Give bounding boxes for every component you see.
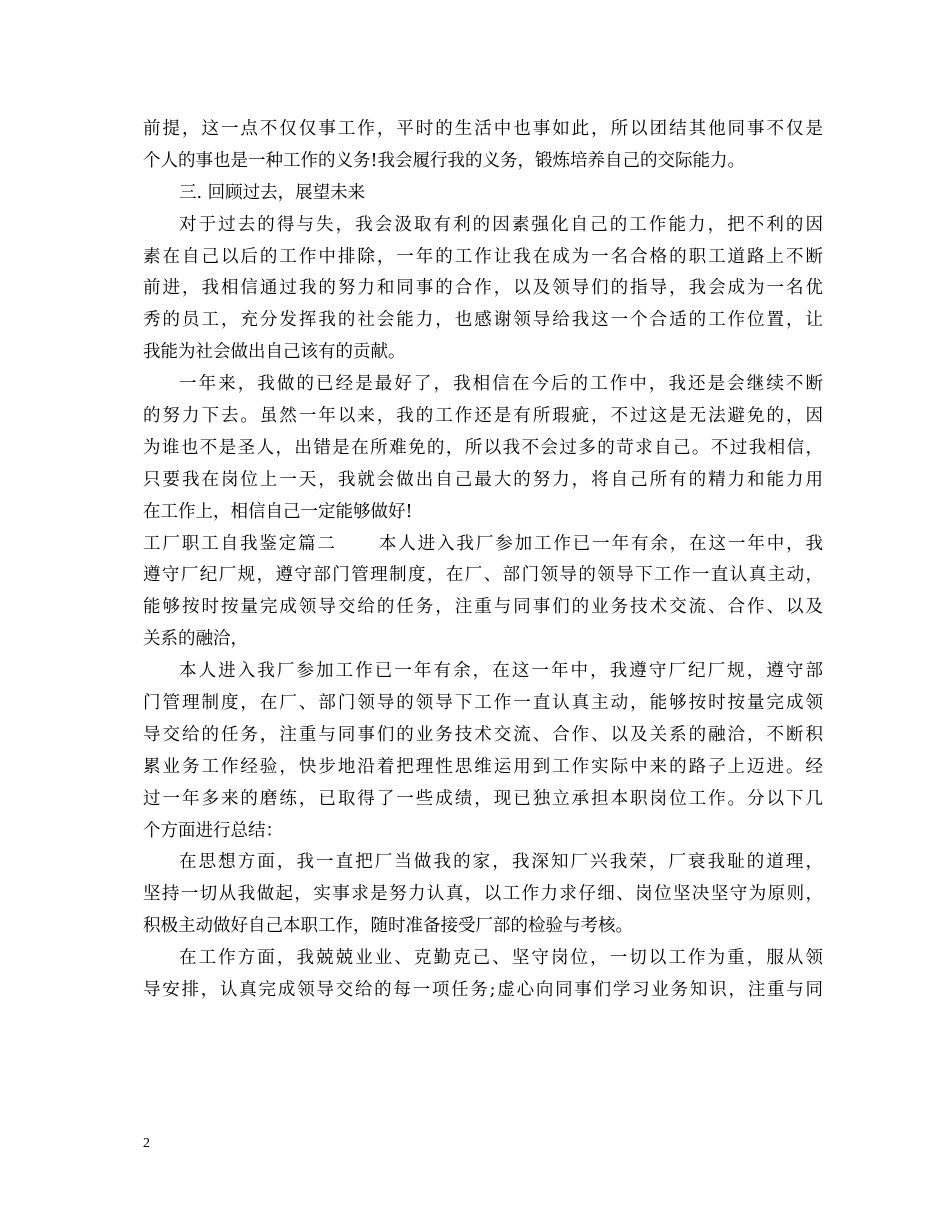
- paragraph-line: 积极主动做好自己本职工作，随时准备接受厂部的检验与考核。: [143, 916, 633, 937]
- paragraph-line: 我能为社会做出自己该有的贡献。: [143, 342, 406, 363]
- section-heading: [143, 178, 823, 210]
- paragraph-line: 导安排，认真完成领导交给的每一项任务;虚心向同事们学习业务知识，注重与同: [143, 980, 823, 1001]
- paragraph-line: 在工作上，相信自己一定能够做好!: [143, 501, 413, 522]
- paragraph-line: 能够按时按量完成领导交给的任务，注重与同事们的业务技术交流、合作、以及: [143, 597, 823, 618]
- paragraph-line: 前进，我相信通过我的努力和同事的合作，以及领导们的指导，我会成为一名优: [143, 278, 823, 299]
- paragraph-line: 导交给的任务，注重与同事们的业务技术交流、合作、以及关系的融洽，不断积: [143, 724, 823, 745]
- paragraph: [143, 656, 823, 847]
- paragraph-line: 个人的事也是一种工作的义务!我会履行我的义务，锻炼培养自己的交际能力。: [143, 150, 746, 171]
- paragraph-line: 门管理制度，在厂、部门领导的领导下工作一直认真主动，能够按时按量完成领: [143, 693, 823, 714]
- paragraph-line: 遵守厂纪厂规，遵守部门管理制度，在厂、部门领导的领导下工作一直认真主动，: [143, 565, 823, 586]
- paragraph-line: 坚持一切从我做起，实事求是努力认真，以工作力求仔细、岗位坚决坚守为原则，: [143, 884, 823, 905]
- page-number: 2: [143, 1136, 150, 1151]
- section-heading-text: 三. 回顾过去，展望未来: [179, 182, 366, 203]
- paragraph-line: 为谁也不是圣人，出错是在所难免的，所以我不会过多的苛求自己。不过我相信，: [143, 437, 823, 458]
- paragraph-line: 秀的员工，充分发挥我的社会能力，也感谢领导给我这一个合适的工作位置，让: [143, 310, 823, 331]
- paragraph-line: 前提，这一点不仅仅事工作，平时的生活中也事如此，所以团结其他同事不仅是: [143, 119, 823, 139]
- paragraph: [143, 847, 823, 943]
- paragraph-line: 本人进入我厂参加工作已一年有余，在这一年中，我: [376, 533, 824, 554]
- section-title: 工厂职工自我鉴定篇二: [143, 533, 337, 554]
- paragraph-line: 在思想方面，我一直把厂当做我的家，我深知厂兴我荣，厂衰我耻的道理，: [179, 852, 823, 873]
- paragraph-line: 一年来，我做的已经是最好了，我相信在今后的工作中，我还是会继续不断: [179, 374, 823, 395]
- paragraph-line: 的努力下去。虽然一年以来，我的工作还是有所瑕疵，不过这是无法避免的，因: [143, 406, 823, 427]
- paragraph-line: 只要我在岗位上一天，我就会做出自己最大的努力，将自己所有的精力和能力用: [143, 469, 823, 490]
- title-line: [143, 529, 823, 561]
- paragraph-line: 对于过去的得与失，我会汲取有利的因素强化自己的工作能力，把不利的因: [179, 214, 823, 235]
- paragraph-line: 素在自己以后的工作中排除，一年的工作让我在成为一名合格的职工道路上不断: [143, 246, 823, 267]
- paragraph-line: 关系的融洽，: [143, 629, 248, 650]
- paragraph: [143, 943, 823, 1007]
- paragraph-line: 过一年多来的磨练，已取得了一些成绩，现已独立承担本职岗位工作。分以下几: [143, 788, 823, 809]
- paragraph: [143, 210, 823, 369]
- paragraph-line: 本人进入我厂参加工作已一年有余，在这一年中，我遵守厂纪厂规，遵守部: [179, 661, 823, 682]
- paragraph-line: 个方面进行总结：: [143, 820, 283, 841]
- paragraph-line: 在工作方面，我兢兢业业、克勤克己、坚守岗位，一切以工作为重，服从领: [179, 948, 823, 969]
- paragraph: [143, 114, 823, 178]
- paragraph-line: 累业务工作经验，快步地沿着把理性思维运用到工作实际中来的路子上迈进。经: [143, 756, 823, 777]
- article-section: [143, 529, 823, 657]
- document-body: [143, 114, 823, 1007]
- paragraph: [143, 369, 823, 528]
